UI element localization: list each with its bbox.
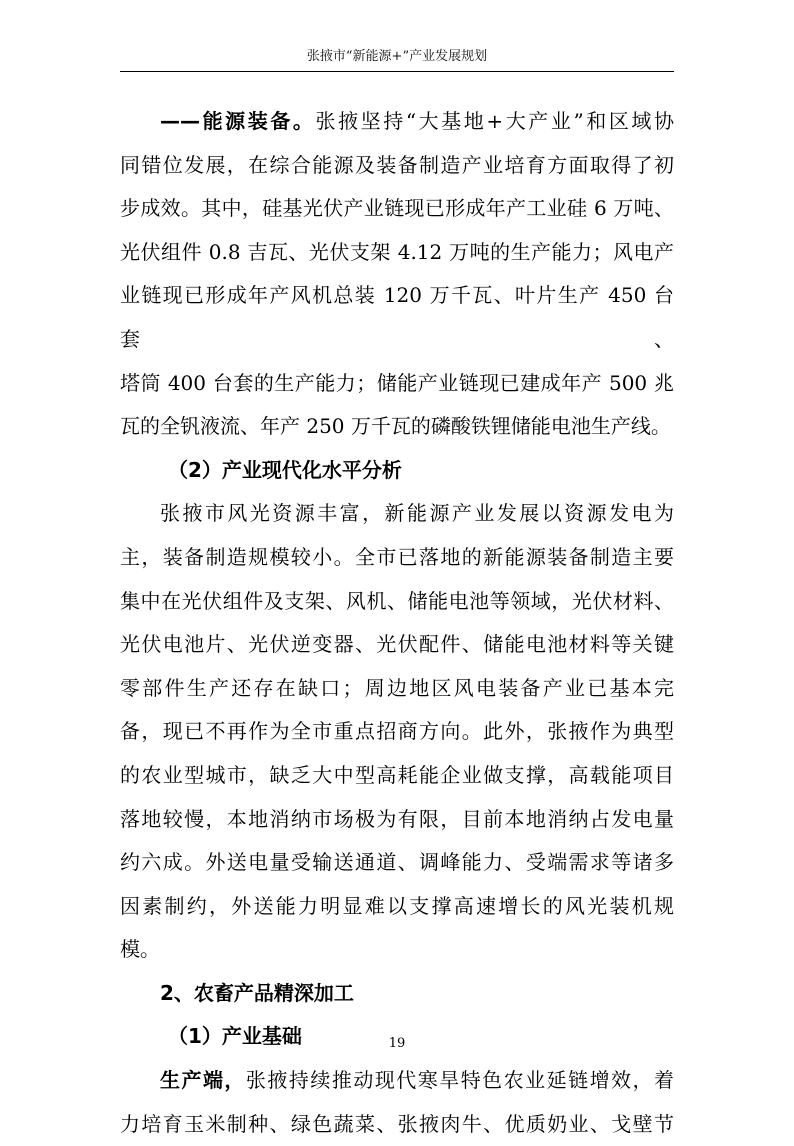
paragraph-energy-line-4: 光伏组件 0.8 吉瓦、光伏支架 4.12 万吨的生产能力；风电产 [120, 239, 674, 264]
agri-lead: 生产端， [160, 1068, 246, 1093]
paragraph-energy-line-1 [120, 100, 674, 144]
paragraph-modernization-line-8: 落地较慢，本地消纳市场极为有限，目前本地消纳占发电量 [120, 806, 674, 831]
running-header: 张掖市“新能源+”产业发展规划 [306, 49, 488, 64]
paragraph-modernization-line-11: 模。 [120, 937, 160, 962]
paragraph-energy-line-3: 步成效。其中，硅基光伏产业链现已形成年产工业硅 6 万吨、 [120, 196, 674, 221]
paragraph-agri-line-1 [120, 1059, 674, 1103]
paragraph-modernization-line-6: 备，现已不再作为全市重点招商方向。此外，张掖作为典型 [120, 719, 674, 744]
paragraph-modernization-line-5: 零部件生产还存在缺口；周边地区风电装备产业已基本完 [120, 675, 674, 700]
energy-lead: ——能源装备。 [160, 109, 316, 133]
header-divider [120, 71, 674, 72]
paragraph-energy-line-7: 瓦的全钒液流、年产 250 万千瓦的磷酸铁锂储能电池生产线。 [120, 414, 671, 439]
paragraph-energy-line-2: 同错位发展，在综合能源及装备制造产业培育方面取得了初 [120, 152, 674, 177]
paragraph-modernization-line-4: 光伏电池片、光伏逆变器、光伏配件、储能电池材料等关键 [120, 632, 674, 657]
paragraph-agri-line-2: 力培育玉米制种、绿色蔬菜、张掖肉牛、优质奶业、戈壁节 [120, 1111, 674, 1136]
paragraph-energy-line-6: 塔筒 400 台套的生产能力；储能产业链现已建成年产 500 兆 [120, 370, 674, 395]
paragraph-modernization-line-9: 约六成。外送电量受输送通道、调峰能力、受端需求等诸多 [120, 850, 674, 875]
energy-text: 张掖坚持“大基地+大产业”和区域协 [315, 109, 675, 133]
paragraph-modernization-line-1: 张掖市风光资源丰富，新能源产业发展以资源发电为 [160, 501, 674, 526]
paragraph-modernization-line-2: 主，装备制造规模较小。全市已落地的新能源装备制造主要 [120, 544, 674, 569]
paragraph-modernization-line-10: 因素制约，外送能力明显难以支撑高速增长的风光装机规 [120, 893, 674, 918]
heading-agri-processing: 2、农畜产品精深加工 [160, 980, 354, 1005]
paragraph-modernization-line-7: 的农业型城市，缺乏大中型高耗能企业做支撑，高载能项目 [120, 762, 674, 787]
heading-modernization: （2）产业现代化水平分析 [168, 457, 402, 482]
paragraph-energy-line-5: 业链现已形成年产风机总装 120 万千瓦、叶片生产 450 台套、 [120, 283, 674, 351]
agri-text: 张掖持续推动现代寒旱特色农业延链增效，着 [245, 1068, 675, 1093]
page-body [120, 100, 674, 1146]
paragraph-modernization-line-3: 集中在光伏组件及支架、风机、储能电池等领域，光伏材料、 [120, 588, 674, 613]
heading-industry-base: （1）产业基础 [168, 1024, 302, 1049]
page-number: 19 [388, 1036, 406, 1051]
